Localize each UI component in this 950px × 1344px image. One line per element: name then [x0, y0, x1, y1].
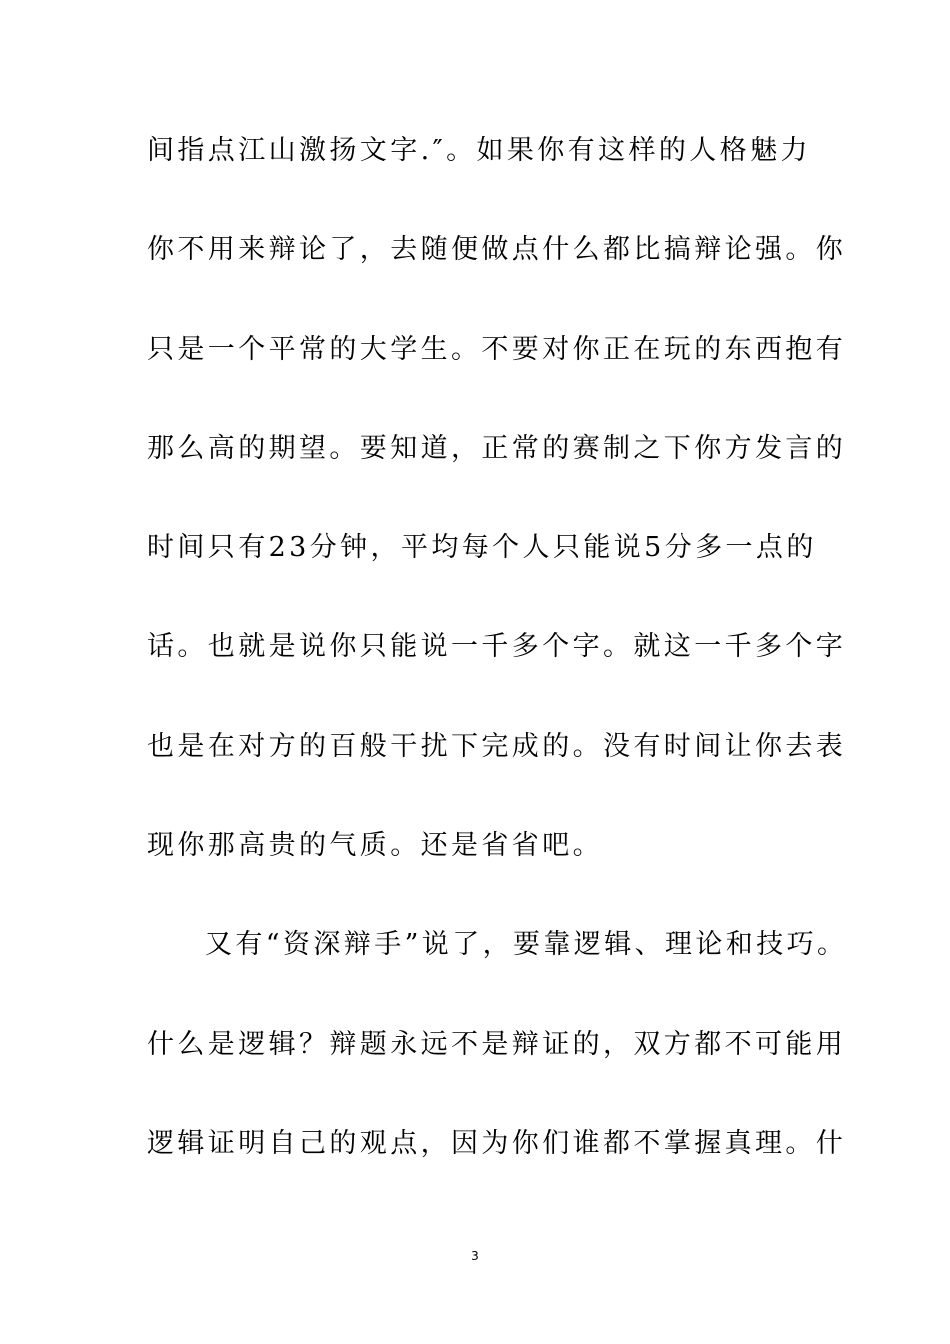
page-number: 3 [471, 1249, 479, 1263]
text-line-1: 间指点江山激扬文字.″。如果你有这样的人格魅力 [147, 135, 811, 166]
text-line-11: 逻辑证明自己的观点，因为你们谁都不掌握真理。什 [147, 1127, 847, 1159]
paragraph-start-line: 又有“资深辩手”说了，要靠逻辑、理论和技巧。 [205, 929, 848, 961]
text-line-8: 现你那高贵的气质。还是省省吧。 [147, 830, 603, 862]
body-text [147, 122, 848, 1214]
text-line-2: 你不用来辩论了，去随便做点什么都比搞辩论强。你 [147, 234, 847, 266]
text-line-6: 话。也就是说你只能说一千多个字。就这一千多个字 [147, 631, 847, 663]
text-line-4: 那么高的期望。要知道，正常的赛制之下你方发言的 [147, 432, 847, 464]
text-line-7: 也是在对方的百般干扰下完成的。没有时间让你去表 [147, 730, 847, 762]
text-line-5: 时间只有23分钟，平均每个人只能说5分多一点的 [147, 532, 817, 564]
text-line-3: 只是一个平常的大学生。不要对你正在玩的东西抱有 [147, 333, 847, 365]
text-line-10: 什么是逻辑？辩题永远不是辩证的，双方都不可能用 [147, 1028, 847, 1060]
